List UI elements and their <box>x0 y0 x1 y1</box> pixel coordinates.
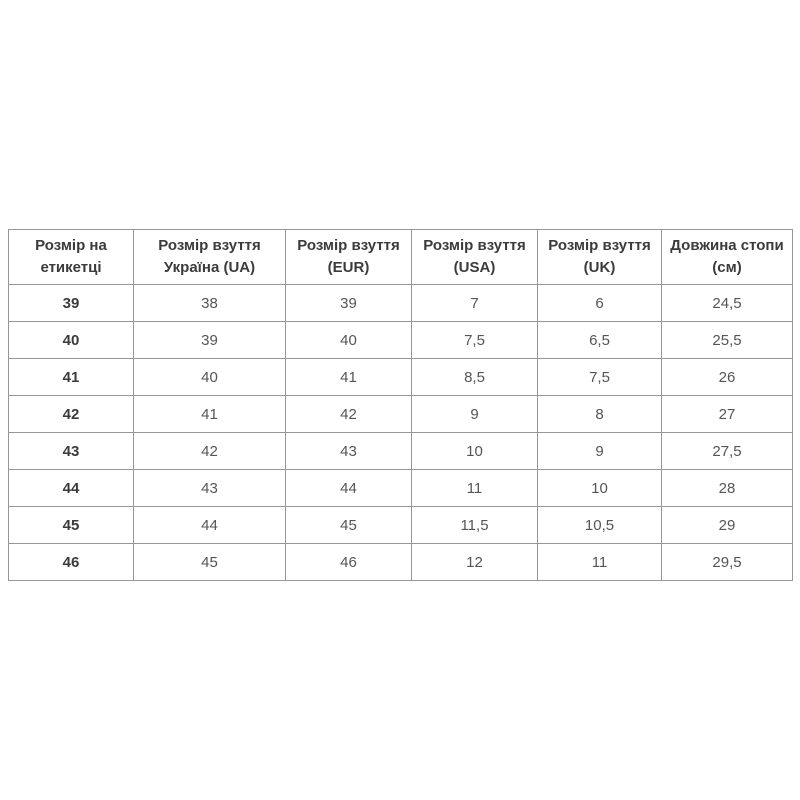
table-row <box>9 359 793 396</box>
column-header-foot-length: Довжина стопи (см) <box>662 230 793 285</box>
table-cell: 46 <box>286 544 412 581</box>
table-cell: 41 <box>286 359 412 396</box>
table-cell: 9 <box>412 396 538 433</box>
cell-label-size: 43 <box>9 433 134 470</box>
table-cell: 40 <box>286 322 412 359</box>
table-cell: 29 <box>662 507 793 544</box>
table-cell: 11,5 <box>412 507 538 544</box>
table-cell: 45 <box>286 507 412 544</box>
table-cell: 29,5 <box>662 544 793 581</box>
table-row <box>9 470 793 507</box>
table-cell: 42 <box>286 396 412 433</box>
cell-label-size: 46 <box>9 544 134 581</box>
table-cell: 40 <box>134 359 286 396</box>
table-cell: 39 <box>134 322 286 359</box>
table-cell: 8 <box>538 396 662 433</box>
table-cell: 7,5 <box>412 322 538 359</box>
table-header-row <box>9 230 793 285</box>
table-cell: 41 <box>134 396 286 433</box>
table-cell: 25,5 <box>662 322 793 359</box>
table-cell: 6 <box>538 285 662 322</box>
table-row <box>9 396 793 433</box>
table-cell: 10 <box>538 470 662 507</box>
table-row <box>9 433 793 470</box>
table-cell: 11 <box>412 470 538 507</box>
table-cell: 7,5 <box>538 359 662 396</box>
table-cell: 10 <box>412 433 538 470</box>
table-cell: 39 <box>286 285 412 322</box>
table-cell: 26 <box>662 359 793 396</box>
table-row <box>9 544 793 581</box>
column-header-usa-size: Розмір взуття (USA) <box>412 230 538 285</box>
table-cell: 9 <box>538 433 662 470</box>
table-cell: 27 <box>662 396 793 433</box>
cell-label-size: 42 <box>9 396 134 433</box>
table-cell: 28 <box>662 470 793 507</box>
table-cell: 27,5 <box>662 433 793 470</box>
table-cell: 38 <box>134 285 286 322</box>
column-header-uk-size: Розмір взуття (UK) <box>538 230 662 285</box>
table-cell: 8,5 <box>412 359 538 396</box>
table-row <box>9 322 793 359</box>
cell-label-size: 41 <box>9 359 134 396</box>
column-header-eur-size: Розмір взуття (EUR) <box>286 230 412 285</box>
table-cell: 44 <box>134 507 286 544</box>
table-row <box>9 507 793 544</box>
shoe-size-conversion-table <box>8 229 793 581</box>
table-cell: 45 <box>134 544 286 581</box>
cell-label-size: 44 <box>9 470 134 507</box>
column-header-ua-size: Розмір взуття Україна (UA) <box>134 230 286 285</box>
table-cell: 7 <box>412 285 538 322</box>
table-row <box>9 285 793 322</box>
cell-label-size: 45 <box>9 507 134 544</box>
column-header-label-size: Розмір на етикетці <box>9 230 134 285</box>
table-cell: 6,5 <box>538 322 662 359</box>
table-cell: 43 <box>286 433 412 470</box>
cell-label-size: 40 <box>9 322 134 359</box>
table-cell: 24,5 <box>662 285 793 322</box>
table-cell: 10,5 <box>538 507 662 544</box>
table-cell: 43 <box>134 470 286 507</box>
cell-label-size: 39 <box>9 285 134 322</box>
table-cell: 12 <box>412 544 538 581</box>
table-cell: 44 <box>286 470 412 507</box>
table-cell: 42 <box>134 433 286 470</box>
table-cell: 11 <box>538 544 662 581</box>
